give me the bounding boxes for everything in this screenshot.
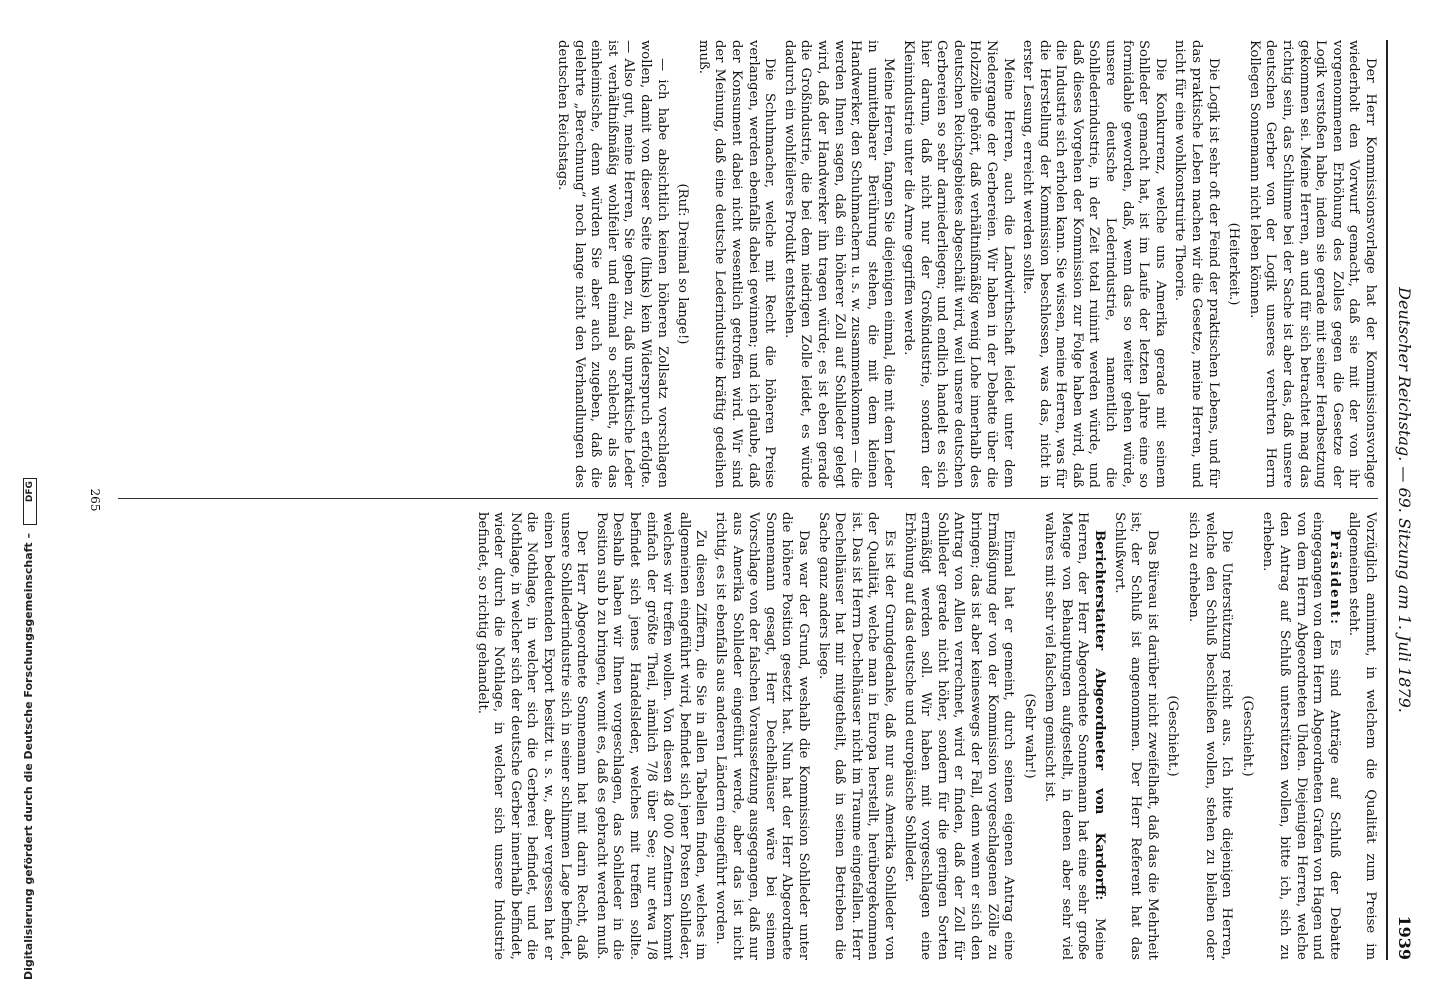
paragraph: — ich habe absichtlich keinen höheren Zollsatz vorschlagen wollen, damit von dieser Seite (links) kein Widerspruch erfolgte. — Also gut, meine Herren, Sie geben zu, daß unpraktische Leder ist verhältnißmäßig wohlfeiler und einmal so schlecht, als das einheimische, denn würden Sie aber auch zugeben, daß die gelehrte „Berechnung“ noch lange nicht den Verhandlungen des deutschen Reichstags.	[555, 40, 670, 488]
paragraph: Das Büreau ist darüber nicht zweifelhaft, daß das die Mehrheit ist; der Schluß ist angenommen. Der Herr Referent hat das Schlußwort.	[1111, 512, 1160, 960]
paragraph: Es ist der Grundgedanke, daß nur aus Amerika Sohlleder von der Qualität, welche man in Europa herstellt, herübergekommen ist. Das ist Herrn Dechelhäuser nicht im Traume eingefallen. Herr Dechelhäuser hat mir mitgetheilt, daß in seinen Betrieben die Sache ganz anders liege.	[815, 512, 897, 960]
paragraph: Einmal hat er gemeint, durch seinen eigenen Antrag eine Ermäßigung der von der Kommission vorgeschlagenen Zölle zu bringen; das ist aber keineswegs der Fall, denn wenn er sich den Antrag von Allen verrechnet, wird er finden, daß der Zoll für Sohlleder gerade nicht höher, sondern für die geringen Sorten ermäßigt werden soll. Wir haben mit vorgeschlagen eine Erhöhung auf das deutsche und europäische Sohlleder.	[901, 512, 1017, 960]
paragraph: Meine Herren, auch die Landwirthschaft leidet unter dem Niedergange der Gerbereien. Wir haben in der Debatte über die Holzzölle gehört, daß verhältnißmäßig wenig Lohe innerhalb des deutschen Reichsgebietes abgeschält wird, weil unsere deutschen Gerbereien so sehr darniederliegen; und endlich handelt es sich hier darum, daß nicht nur der Großindustrie, sondern der Kleinindustrie unter die Arme gegriffen werde.	[900, 40, 1016, 488]
paragraph: Meine Herren, fangen Sie diejenigen einmal, die mit dem Leder in unmittelbarer Berührung stehen, die mit dem kleinen Handwerker, den Schuhmachern u. s. w. zusammenkommen — die werden Ihnen sagen, daß ein höherer Zoll auf Sohlleder gelegt wird, daß der Handwerker ihn tragen würde; es ist eben gerade die Großindustrie, die bei dem niedrigen Zolle leidet, es würde dadurch ein wohlfeileres Produkt entstehen.	[781, 40, 897, 488]
paragraph: Die Logik ist sehr oft der Feind der praktischen Lebens, und für das praktische Leben machen wir die Gesetze, meine Herren, und nicht für eine wohlkonstruirte Theorie.	[1172, 40, 1221, 488]
interjection: (Sehr wahr!)	[1021, 693, 1037, 779]
paragraph: Die Konkurrenz, welche uns Amerika gerade mit seinem Sohlleder gemacht hat, ist im Laufe der letzten Jahre eine so formidable geworden, daß, wenn das so weiter gehen würde, unsere deutsche Lederindustrie, namentlich die Sohllederindustrie, in der Zeit total ruinirt werden würde, und daß dieses Vorgehen der Kommission zur Folge haben wird, daß die Industrie sich erholen kann. Sie wissen, meine Herren, was für die Herstellung der Kommission beschlossen, was das, nicht in erster Lesung, erreicht werden sollte.	[1020, 40, 1168, 488]
paragraph: Die Schuhmacher, welche mit Recht die höheren Preise verlangen, werden ebenfalls dabei gewinnen; und ich glaube, daß der Konsument dabei nicht wesentlich getroffen wird. Wir sind der Meinung, daß eine deutsche Lederindustrie kräftig gedeihen muß.	[695, 40, 778, 488]
paragraph	[1259, 512, 1342, 960]
paragraph: Die Unterstützung reicht aus. Ich bitte diejenigen Herren, welche den Schluß beschließen wollen, stehen zu bleiben oder sich zu erheben.	[1186, 512, 1235, 960]
paragraph: Der Herr Abgeordnete Sonnemann hat mit darin Recht, daß unsere Sohllederindustrie sich in seiner schlimmen Lage befindet, einen bedeutenden Export besitzt u. s. w., aber vergessen hat er die Nothlage, in welcher sich die Gerberei befindet, und die Nothlage, in welcher sich der deutsche Gerber innerhalb befindet, wieder durch die Nothlage, in welcher sich unsere Industrie befindet, so richtig gehandelt.	[474, 512, 590, 960]
interjection: (Geschieht.)	[1165, 695, 1181, 777]
running-title: Deutscher Reichstag. — 69. Sitzung am 1. Juli 1879.	[1395, 287, 1414, 713]
interjection: (Ruf: Dreimal so lange!)	[675, 183, 691, 345]
credit-text: Digitalisierung gefördert durch die Deutsche Forschungsgemeinschaft –	[22, 533, 35, 980]
page-header	[1386, 40, 1422, 960]
interjection: (Geschieht.)	[1239, 695, 1255, 777]
speaker-name: Berichterstatter Abgeordneter von Kardorff:	[1092, 530, 1108, 901]
right-column	[108, 512, 1378, 960]
dfg-logo: DFG	[23, 478, 37, 525]
left-column	[108, 40, 1378, 488]
column-rule	[118, 498, 1378, 499]
digitization-credit	[0, 0, 58, 1000]
footer-page-id: 265	[88, 488, 102, 512]
speaker-name: Präsident:	[1326, 530, 1342, 627]
page-number: 1939	[1395, 915, 1414, 960]
paragraph: Vorzüglich annimmt, in welchem die Qualität zum Preise im allgemeinen steht.	[1346, 512, 1378, 960]
document-page	[58, 0, 1432, 1000]
paragraph: Das war der Grund, weshalb die Kommission Sohlleder unter die höhere Position gesetzt hat. Nun hat der Herr Abgeordnete Sonnemann gesagt, Herr Dechelhäuser wäre bei seinem Vorschlage von der falschen Voraussetzung ausgegangen, daß nur aus Amerika Sohlleder eingeführt werde, aber das ist nicht richtig, es ist ebenfalls aus anderen Ländern eingeführt worden.	[713, 512, 811, 960]
paragraph: Der Herr Kommissionsvorlage hat der Kommissionsvorlage wiederholt den Vorwurf gemacht, daß sie mit der von ihr vorgenommenen Erhöhung des Zolles gegen die Gesetze der Logik verstoßen habe, indem sie gerade mit seiner Herabsetzung gekommen sei. Meine Herren, an und für sich betrachtet mag das richtig sein, das Schlimme bei der Sache ist aber das, daß unsere deutschen Gerber von der Logik unseres verehrten Herrn Kollegen Sonnemann nicht leben können.	[1246, 40, 1378, 488]
paragraph: Zu diesen Ziffern, die Sie in allen Tabellen finden, welches im allgemeinen eingeführt wird, befindet sich jener Posten Sohlleder, welches wir treffen wollen. Von diesen 48 000 Zentnern kommt einfach der größte Theil, nämlich 7/8 über See; nur etwa 1/8 befindet sich jenes Handelsleder, welches mit treffen sollte. Deshalb haben wir Ihnen vorgeschlagen, das Sohlleder in die Position sub b zu bringen, womit es, daß es gebracht werden muß.	[593, 512, 709, 960]
paragraph	[1041, 512, 1107, 960]
speech-text: Es sind Anträge auf Schluß der Debatte eingegangen von dem Herrn Abgeordneten Grafen von Hagen und von dem Herrn Abgeordneten Uhden. Diejenigen Herren, welche den Antrag auf Schluß unterstützen wollen, bitte ich, sich zu erheben.	[1260, 512, 1342, 960]
speech-text: Meine Herren, der Herr Abgeordnete Sonnemann hat eine sehr große Menge von Behauptungen aufgestellt, in denen aber sehr viel wahres mit sehr viel falschem gemischt ist.	[1042, 512, 1108, 960]
interjection: (Heiterkeit.)	[1226, 222, 1242, 306]
